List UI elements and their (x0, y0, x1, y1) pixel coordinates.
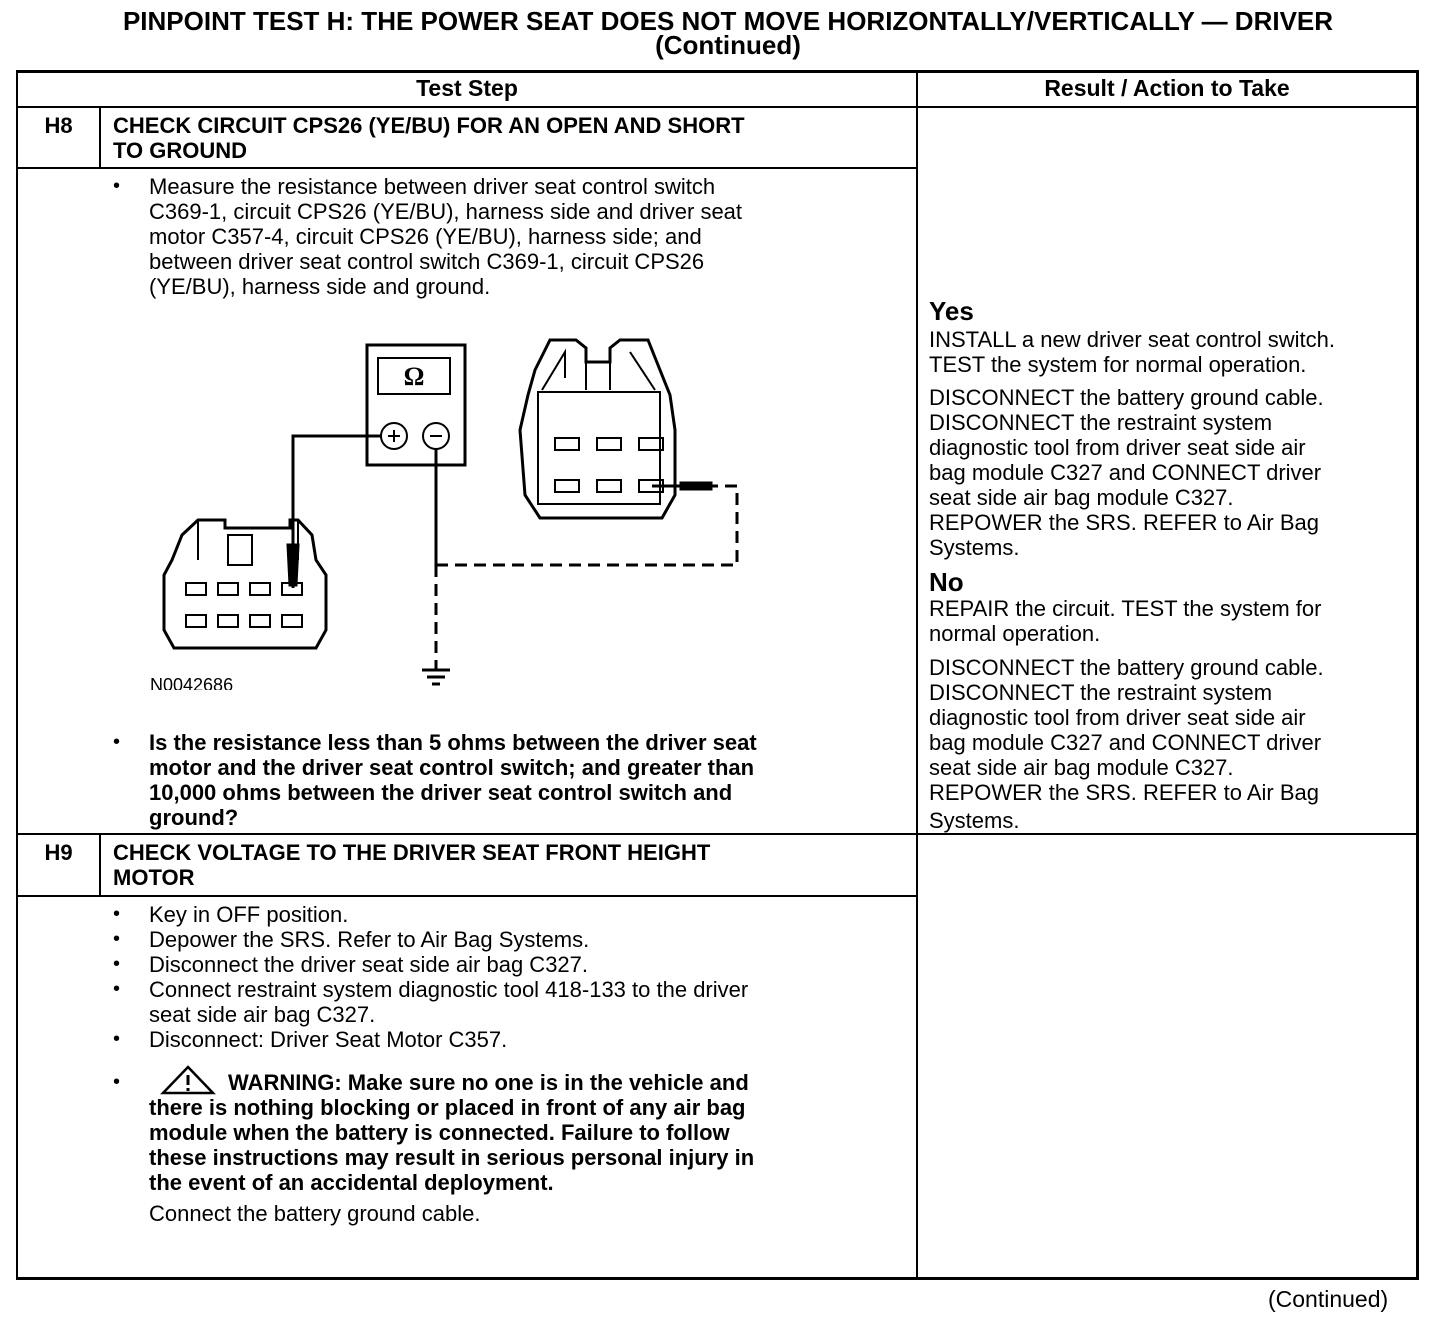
step-heading-h9-line2: MOTOR (113, 865, 195, 890)
text-line: Is the resistance less than 5 ohms between the driver seat (149, 730, 757, 755)
figure-id: N0042686 (150, 675, 234, 690)
bullet-icon: • (113, 953, 121, 975)
text-line: TEST the system for normal operation. (929, 352, 1307, 377)
connector-c357-icon (520, 340, 675, 518)
text-line: motor C357-4, circuit CPS26 (YE/BU), harness side; and (149, 224, 702, 249)
text-line: ground? (149, 805, 239, 830)
text-line: diagnostic tool from driver seat side air (929, 435, 1306, 460)
text-line: normal operation. (929, 621, 1101, 646)
result-no-label: No (929, 567, 964, 597)
step-heading-h8-line1: CHECK CIRCUIT CPS26 (YE/BU) FOR AN OPEN AND SHORT (113, 113, 745, 138)
text-line: motor and the driver seat control switch; and greater than (149, 755, 755, 780)
test-lead-negative (436, 449, 737, 670)
warning-icon (160, 1064, 216, 1096)
bullet-icon: • (113, 903, 121, 925)
text-line: bag module C327 and CONNECT driver (929, 460, 1322, 485)
text-line: INSTALL a new driver seat control switch. (929, 327, 1335, 352)
ohmmeter-connection-diagram (140, 330, 760, 690)
ohm-symbol: Ω (403, 362, 425, 391)
column-header-test-step: Test Step (416, 75, 518, 101)
text-line: REPOWER the SRS. REFER to Air Bag (929, 510, 1320, 535)
text-line: WARNING: Make sure no one is in the vehicle and (228, 1070, 749, 1095)
list-item: Connect restraint system diagnostic tool 418-133 to the driver (149, 977, 749, 1002)
text-line: REPOWER the SRS. REFER to Air Bag (929, 780, 1320, 805)
text-line: REPAIR the circuit. TEST the system for (929, 596, 1322, 621)
list-item: Disconnect: Driver Seat Motor C357. (149, 1027, 508, 1052)
text-line: seat side air bag module C327. (929, 755, 1234, 780)
after-warning-instruction: Connect the battery ground cable. (149, 1201, 481, 1226)
text-line: bag module C327 and CONNECT driver (929, 730, 1322, 755)
text-line: the event of an accidental deployment. (149, 1170, 554, 1195)
step-id-h9: H9 (44, 840, 73, 865)
bullet-icon: • (113, 1071, 121, 1093)
text-line: DISCONNECT the restraint system (929, 680, 1273, 705)
text-line: Systems. (929, 535, 1020, 560)
step-id-h8: H8 (44, 113, 73, 138)
text-line: (YE/BU), harness side and ground. (149, 274, 491, 299)
list-item-continued: seat side air bag C327. (149, 1002, 376, 1027)
result-yes-label: Yes (929, 296, 974, 326)
text-line: C369-1, circuit CPS26 (YE/BU), harness side and driver seat (149, 199, 743, 224)
ground-icon (422, 670, 450, 684)
text-line: between driver seat control switch C369-1, circuit CPS26 (149, 249, 705, 274)
list-item: Disconnect the driver seat side air bag C327. (149, 952, 589, 977)
text-line: seat side air bag module C327. (929, 485, 1234, 510)
text-line: module when the battery is connected. Failure to follow (149, 1120, 730, 1145)
bullet-icon: • (113, 1028, 121, 1050)
connector-c369-icon (164, 520, 326, 648)
text-line: Systems. (929, 808, 1020, 833)
text-line: there is nothing blocking or placed in front of any air bag (149, 1095, 746, 1120)
text-line: 10,000 ohms between the driver seat control switch and (149, 780, 733, 805)
text-line: DISCONNECT the battery ground cable. (929, 655, 1324, 680)
bullet-icon: • (113, 175, 121, 197)
step-heading-h8-line2: TO GROUND (113, 138, 248, 163)
text-line: DISCONNECT the battery ground cable. (929, 385, 1324, 410)
text-line: DISCONNECT the restraint system (929, 410, 1273, 435)
column-header-result: Result / Action to Take (1044, 75, 1290, 101)
text-line: these instructions may result in serious personal injury in (149, 1145, 755, 1170)
page-subtitle: (Continued) (655, 30, 801, 60)
list-item: Depower the SRS. Refer to Air Bag Systems. (149, 927, 590, 952)
bullet-icon: • (113, 731, 121, 753)
page-title: PINPOINT TEST H: THE POWER SEAT DOES NOT MOVE HORIZONTALLY/VERTICALLY — DRIVER (122, 6, 1334, 36)
continued-footer: (Continued) (1268, 1286, 1389, 1312)
text-line: Measure the resistance between driver seat control switch (149, 174, 716, 199)
list-item: Key in OFF position. (149, 902, 349, 927)
step-heading-h9-line1: CHECK VOLTAGE TO THE DRIVER SEAT FRONT HEIGHT (113, 840, 711, 865)
bullet-icon: • (113, 978, 121, 1000)
text-line: diagnostic tool from driver seat side air (929, 705, 1306, 730)
bullet-icon: • (113, 928, 121, 950)
